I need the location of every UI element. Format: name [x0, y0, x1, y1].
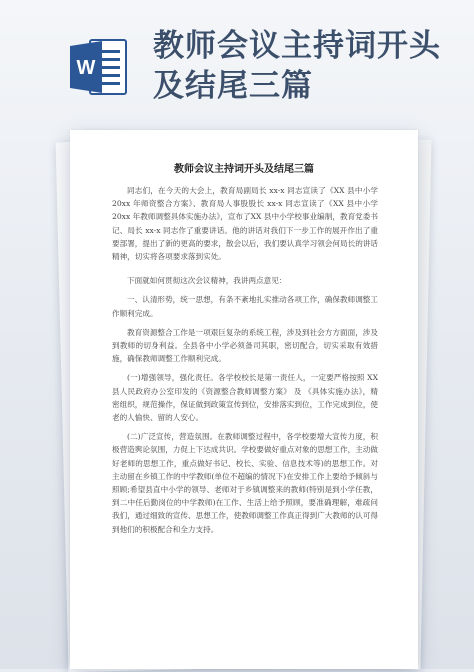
- paragraph: 同志们，在今天的大会上，教育局副局长 xx-x 同志宣读了《XX 县中小学 20xx 年师资整合方案》、教育局人事股股长 xx-x 同志宣读了《XX 县中小学 20xx 年教师调整具体实施办法》，宣布了XX 县中小学校事业编制，教育党委书记、局长 xx-x 同志作了重要讲话。他的讲话对我们下一步工作的展开作出了重要部署，提出了新的更高的要求，散会以后，我们要认真学习领会何局长的讲话精神，切实将各项要求落到实处。: [112, 186, 378, 262]
- page-header-title: 教师会议主持词开头及结尾三篇: [153, 28, 441, 104]
- document-title: 教师会议主持词开头及结尾三篇: [174, 164, 314, 175]
- paragraph: 教育资源整合工作是一项艰巨复杂的系统工程，涉及到社会方方面面，涉及到教师的切身利益。全县各中小学必须备司其职，密切配合，切实采取有效措施，确保教师调整工作顺利完成。: [112, 327, 378, 364]
- paragraph: 下面就如何贯彻这次会议精神，我讲两点意见：: [127, 276, 287, 286]
- document-body: [112, 184, 378, 542]
- paragraph: 一、认清形势，统一思想，有条不紊地扎实推动各项工作，确保教师调整工作顺利完成。: [112, 295, 378, 318]
- paragraph: (一)增强领导，强化责任。各学校校长是第一责任人，一定要严格按照 XX 县人民政府办公室印发的《资源整合教师调整方案》 及 《具体实施办法》，精密组织，规范操作，保证做到政策宣传到位，安排落实到位，工作完成到位，使老的人愉快、留的人安心。: [112, 373, 378, 423]
- document-page: [70, 130, 418, 669]
- word-document-icon: [68, 36, 130, 98]
- paragraph: (二)广泛宣传，营造氛围。在教师调整过程中，各学校要增大宣传力度，积极营造舆论氛围，力促上下达成共识。学校要做好重点对象的思想工作，主动做好老师的思想工作，重点做好书记、校长、实验、信息技术等)的思想工作。对主动留在乡镇工作的中学教师(单位不超编的情况下)在安排工作上要给予倾斜与照顾;希望县直中小学的领导、老师对于乡镇调整来的教师(特别是到小学任教，到二中任后勤岗位的中学教师)在工作、生活上给予照顾，要准确理解，难疏问我们，通过细致的宣传、思想工作，使教师调整工作真正得到广大教师的认可得到他们的积极配合和全力支持。: [112, 432, 378, 534]
- svg-text:W: W: [76, 57, 96, 79]
